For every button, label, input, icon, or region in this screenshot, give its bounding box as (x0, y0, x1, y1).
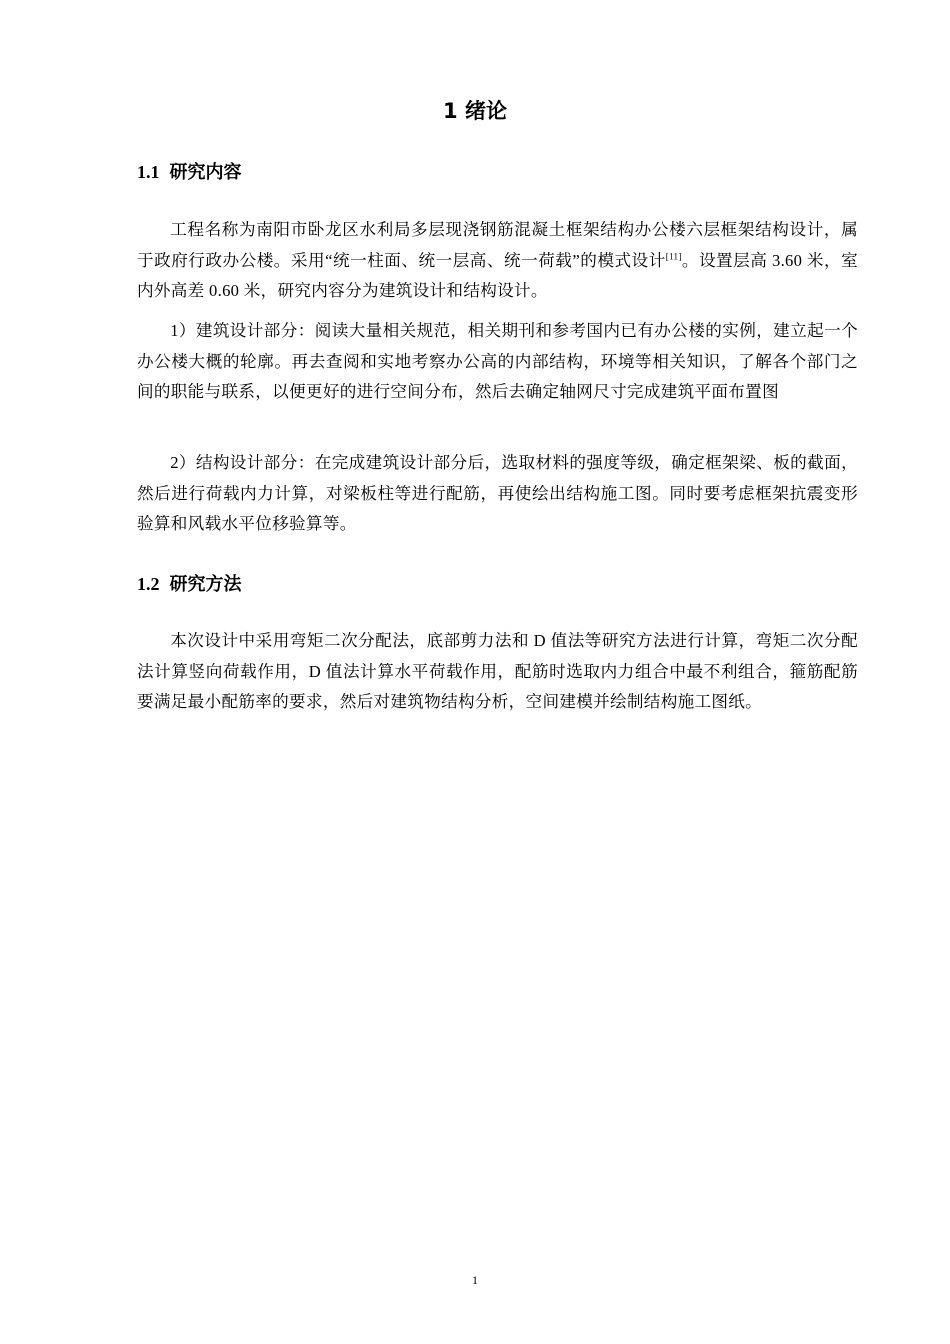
citation-marker: [11] (665, 251, 682, 262)
chapter-title: 1 绪论 (443, 99, 507, 123)
page-number: 1 (472, 1273, 478, 1287)
section-title: 研究方法 (169, 574, 242, 595)
paragraph-project-overview (137, 215, 858, 307)
section-heading-research-content (137, 159, 242, 186)
section-heading-research-method (137, 571, 242, 598)
paragraph-text: 。设置层高 3.60 米，室内外高差 0.60 米，研究内容分为建筑设计和结构设计。 (137, 250, 858, 301)
paragraph-architectural-design: 1）建筑设计部分：阅读大量相关规范，相关期刊和参考国内已有办公楼的实例，建立起一个办公楼大概的轮廓。再去查阅和实地考察办公高的内部结构，环境等相关知识，了解各个部门之间的职能与联系，以便更好的进行空间分布，然后去确定轴网尺寸完成建筑平面布置图 (137, 321, 858, 402)
section-number: 1.1 (137, 162, 160, 182)
section-title: 研究内容 (169, 162, 242, 183)
paragraph-text: 工程名称为南阳市卧龙区水利局多层现浇钢筋混凝土框架结构办公楼六层框架结构设计，属于政府行政办公楼。采用“统一柱面、统一层高、统一荷载”的模式设计 (137, 220, 858, 270)
paragraph-structural-design: 2）结构设计部分：在完成建筑设计部分后，选取材料的强度等级，确定框架梁、板的截面，然后进行荷载内力计算，对梁板柱等进行配筋，再使绘出结构施工图。同时要考虑框架抗震变形验算和风载水平位移验算等。 (137, 453, 858, 534)
section-number: 1.2 (137, 574, 160, 594)
paragraph-research-method: 本次设计中采用弯矩二次分配法，底部剪力法和 D 值法等研究方法进行计算，弯矩二次分配法计算竖向荷载作用，D 值法计算水平荷载作用，配筋时选取内力组合中最不利组合，箍筋配筋要满足最小配筋率的要求，然后对建筑物结构分析，空间建模并绘制结构施工图纸。 (137, 631, 858, 712)
